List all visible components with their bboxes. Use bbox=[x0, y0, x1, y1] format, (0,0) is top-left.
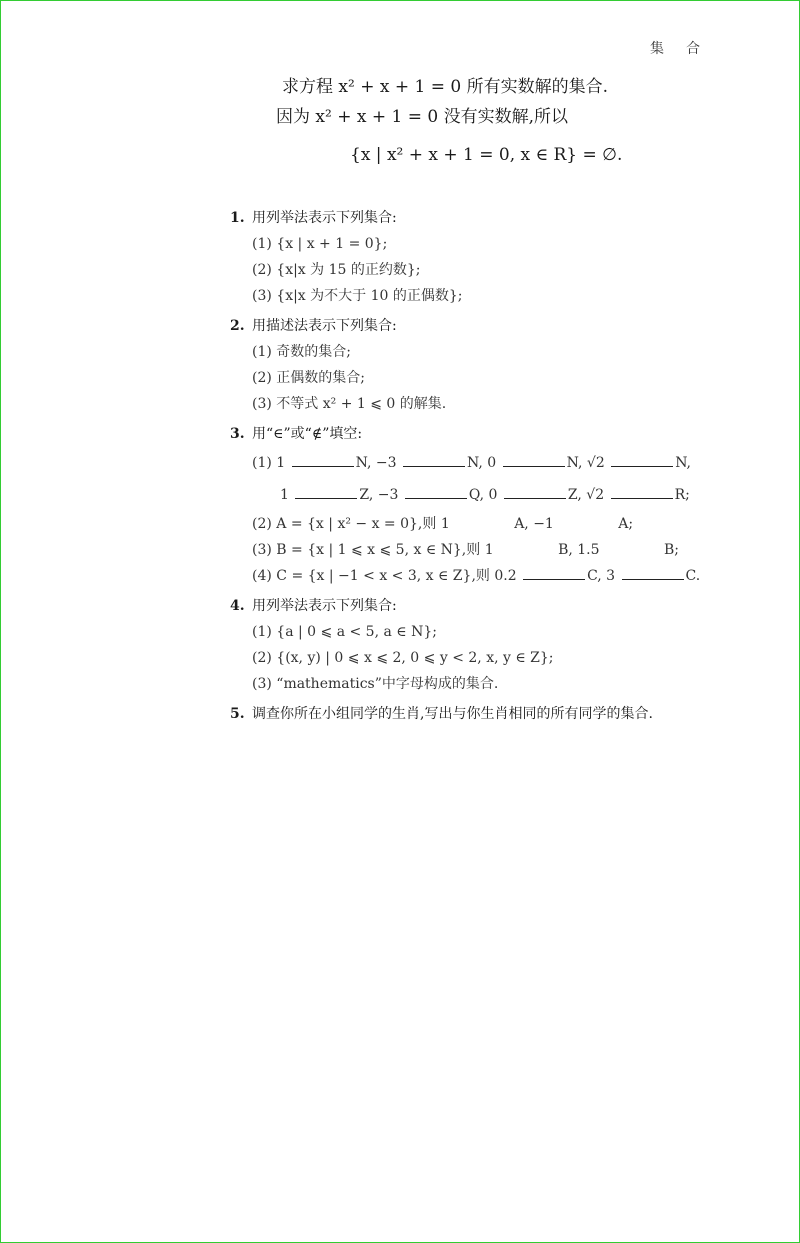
exercise-item-3-1b: 1 Z, −3 Q, 0 Z, √2 R; bbox=[252, 479, 750, 511]
answer-blank[interactable] bbox=[500, 539, 556, 554]
exercise-number: 4. bbox=[230, 598, 245, 614]
exercise-item: (1) {x | x + 1 = 0}; bbox=[252, 236, 388, 252]
example-line-2: 因为 x² + x + 1 = 0 没有实数解,所以 bbox=[276, 107, 568, 127]
answer-blank[interactable] bbox=[611, 484, 673, 499]
exercise-number: 2. bbox=[230, 318, 245, 334]
exercise-item: (3) “mathematics”中字母构成的集合. bbox=[252, 676, 499, 692]
exercise-title: 用列举法表示下列集合: bbox=[252, 210, 397, 226]
exercise-item-3-3: (3) B = {x | 1 ⩽ x ⩽ 5, x ∈ N},则 1 B, 1.5 B; bbox=[252, 537, 750, 563]
answer-blank[interactable] bbox=[295, 484, 357, 499]
exercise-title: 用“∈”或“∉”填空: bbox=[252, 426, 363, 442]
exercise-item: (3) 不等式 x² + 1 ⩽ 0 的解集. bbox=[252, 396, 447, 412]
exercise-item-3-1a: (1) 1 N, −3 N, 0 N, √2 N, bbox=[252, 447, 750, 479]
exercise-item: (2) {(x, y) | 0 ⩽ x ⩽ 2, 0 ⩽ y < 2, x, y ∈ Z}; bbox=[252, 650, 554, 666]
answer-blank[interactable] bbox=[456, 513, 512, 528]
example-line-3: {x | x² + x + 1 = 0, x ∈ R} = ∅. bbox=[350, 145, 623, 165]
exercise-number: 3. bbox=[230, 426, 245, 442]
answer-blank[interactable] bbox=[622, 565, 684, 580]
exercise-2 bbox=[230, 313, 750, 417]
answer-blank[interactable] bbox=[523, 565, 585, 580]
example-line-1: 求方程 x² + x + 1 = 0 所有实数解的集合. bbox=[282, 77, 608, 97]
exercise-number: 5. bbox=[230, 706, 245, 722]
exercise-item: (3) {x|x 为不大于 10 的正偶数}; bbox=[252, 288, 463, 304]
answer-blank[interactable] bbox=[292, 452, 354, 467]
exercise-list bbox=[230, 205, 750, 731]
exercise-number: 1. bbox=[230, 210, 245, 226]
answer-blank[interactable] bbox=[504, 484, 566, 499]
exercise-item: (2) 正偶数的集合; bbox=[252, 370, 365, 386]
exercise-item: (1) 奇数的集合; bbox=[252, 344, 351, 360]
answer-blank[interactable] bbox=[560, 513, 616, 528]
exercise-1 bbox=[230, 205, 750, 309]
exercise-item: (2) {x|x 为 15 的正约数}; bbox=[252, 262, 421, 278]
answer-blank[interactable] bbox=[611, 452, 673, 467]
exercise-title: 用列举法表示下列集合: bbox=[252, 598, 397, 614]
exercise-item-3-2: (2) A = {x | x² − x = 0},则 1 A, −1 A; bbox=[252, 511, 750, 537]
exercise-item: (1) {a | 0 ⩽ a < 5, a ∈ N}; bbox=[252, 624, 437, 640]
example-block bbox=[276, 72, 623, 170]
answer-blank[interactable] bbox=[503, 452, 565, 467]
exercise-3 bbox=[230, 421, 750, 589]
exercise-5 bbox=[230, 701, 750, 727]
exercise-4 bbox=[230, 593, 750, 697]
answer-blank[interactable] bbox=[403, 452, 465, 467]
answer-blank[interactable] bbox=[405, 484, 467, 499]
exercise-item-3-4: (4) C = {x | −1 < x < 3, x ∈ Z},则 0.2 C, 3 C. bbox=[252, 563, 750, 589]
answer-blank[interactable] bbox=[606, 539, 662, 554]
running-title: 集合 bbox=[650, 41, 722, 57]
exercise-title: 用描述法表示下列集合: bbox=[252, 318, 397, 334]
exercise-title: 调查你所在小组同学的生肖,写出与你生肖相同的所有同学的集合. bbox=[252, 706, 653, 722]
